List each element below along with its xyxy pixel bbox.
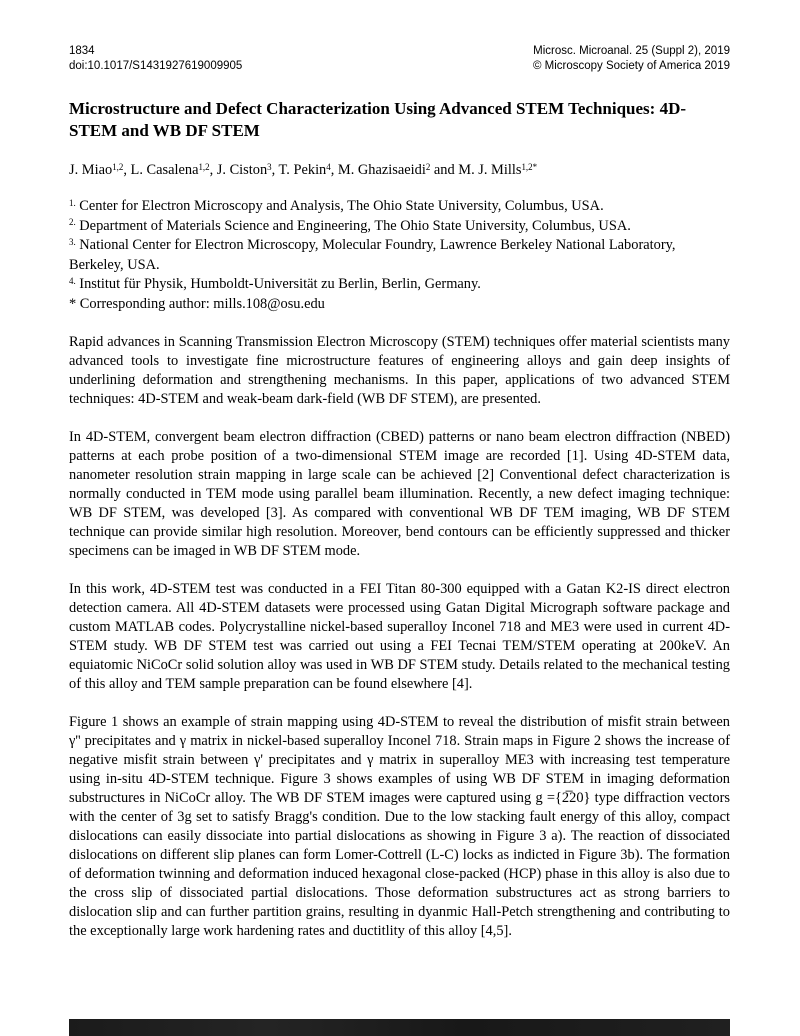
paragraph-intro: Rapid advances in Scanning Transmission Electron Microscopy (STEM) techniques offer material scientists many advanced tools to investigate fine microstructure features of engineering alloys and gain deep insights of underlining deformation and strengthening mechanisms. In this paper, applications of two advanced STEM techniques: 4D-STEM and weak-beam dark-field (WB DF STEM), are presented.	[69, 334, 730, 407]
page-header	[69, 44, 730, 74]
header-right	[533, 44, 730, 74]
paper-title: Microstructure and Defect Characterization Using Advanced STEM Techniques: 4D-STEM and WB DF STEM	[69, 99, 687, 140]
header-left	[69, 44, 242, 74]
paragraph-results: Figure 1 shows an example of strain mapping using 4D-STEM to reveal the distribution of misfit strain between γ'' precipitates and γ matrix in nickel-based superalloy Inconel 718. Strain maps in Figure 2 shows the increase of negative misfit strain between γ' precipitates and γ matrix in superalloy ME3 with increasing test temperature using in-situ 4D-STEM technique. Figure 3 shows examples of using WB DF STEM in imaging deformation substructures in NiCoCr alloy. The WB DF STEM images were captured using g ={2̅20} type diffraction vectors with the center of 3g set to satisfy Bragg's condition. Due to the low stacking fault energy of this alloy, compact dislocations can easily dissociate into partial dislocations as showing in Figure 3 a). The reaction of dissociated dislocations on different slip planes can form Lomer-Cottrell (L-C) locks as indicted in Figure 3b). The formation of deformation twinning and deformation induced hexagonal close-packed (HCP) phase in this alloy is also due to the cross slip of dissociated partial dislocations. Those deformation substructures act as strong barriers to dislocation slip and can further partition grains, resulting in dyanmic Hall-Petch strengthening and contributing to the exceptionally large work hardening rates and ductitlity of this alloy [4,5].	[69, 714, 730, 939]
paragraph-techniques: In 4D-STEM, convergent beam electron diffraction (CBED) patterns or nano beam electron diffraction (NBED) patterns at each probe position of a two-dimensional STEM image are recorded [1]. Using 4D-STEM data, nanometer resolution strain mapping in large scale can be achieved [2] Conventional defect characterization is normally conducted in TEM mode using parallel beam illumination. Recently, a new defect imaging technique: WB DF STEM, was developed [3]. As compared with conventional WB DF TEM imaging, WB DF STEM technique can provide similar high resolution. Moreover, bend contours can be efficiently suppressed and thicker specimens can be imaged in WB DF STEM mode.	[69, 429, 730, 559]
author-line: J. Miao$^{1,2}$, L. Casalena$^{1,2}$, J. Ciston$^3$, T. Pekin$^4$, M. Ghazisaeidi$^2$ and M. J. Mills$^{1,2*}$	[69, 161, 538, 178]
affiliation-number-superscript: 4.	[69, 275, 76, 286]
abstract-body	[69, 333, 730, 941]
affiliation-line: * Corresponding author: mills.108@osu.edu	[69, 295, 325, 312]
affiliations-block	[69, 197, 730, 314]
author-affiliation-superscript: 2	[425, 161, 431, 172]
author-affiliation-superscript: 3	[267, 161, 272, 172]
page-number: 1834	[69, 45, 95, 57]
doi: doi:10.1017/S1431927619009905	[69, 60, 243, 72]
author-affiliation-superscript: 4	[326, 161, 331, 172]
author-affiliation-superscript: 1,2	[198, 161, 210, 172]
copyright-line: © Microscopy Society of America 2019	[532, 60, 730, 72]
affiliation-number-superscript: 1.	[69, 197, 76, 208]
paragraph-methods: In this work, 4D-STEM test was conducted in a FEI Titan 80-300 equipped with a Gatan K2-IS direct electron detection camera. All 4D-STEM datasets were processed using Gatan Digital Micrograph software package and custom MATLAB codes. Polycrystalline nickel-based superalloy Inconel 718 and ME3 were used in current 4D-STEM study. WB DF STEM test was carried out using a FEI Tecnai TEM/STEM operating at 200keV. An equiatomic NiCoCr solid solution alloy was used in WB DF STEM study. Details related to the mechanical testing of this alloy and TEM sample preparation can be found elsewhere [4].	[69, 581, 730, 692]
figure-image-cropped-edge	[69, 1019, 730, 1036]
affiliation-number-superscript: 2.	[69, 217, 76, 228]
affiliation-line: $^{2.}$ Department of Materials Science and Engineering, The Ohio State University, Columbus, USA.	[69, 217, 631, 234]
affiliation-line: $^{4.}$ Institut für Physik, Humboldt-Universität zu Berlin, Berlin, Germany.	[69, 275, 481, 292]
affiliation-line: $^{3.}$ National Center for Electron Microscopy, Molecular Foundry, Lawrence Berkeley National Laboratory, Berkeley, USA.	[69, 236, 676, 273]
affiliation-number-superscript: 3.	[69, 236, 76, 247]
author-affiliation-superscript: 1,2*	[521, 161, 538, 172]
journal-reference: Microsc. Microanal. 25 (Suppl 2), 2019	[533, 45, 730, 57]
author-affiliation-superscript: 1,2	[112, 161, 124, 172]
affiliation-line: $^{1.}$ Center for Electron Microscopy and Analysis, The Ohio State University, Columbus, USA.	[69, 197, 604, 214]
